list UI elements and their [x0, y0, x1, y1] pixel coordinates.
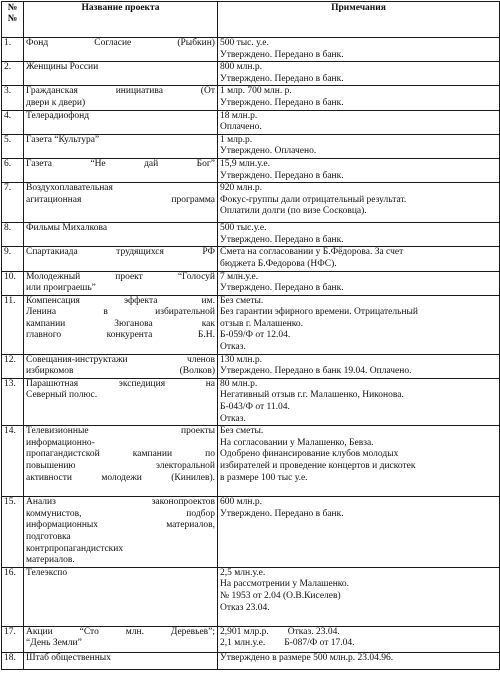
row-number: 3.	[2, 86, 24, 110]
project-name-line: Анализ законопроектов	[26, 497, 215, 508]
project-name-line: агитационная программа	[26, 194, 215, 205]
project-name-line: или проиграешь”	[26, 283, 96, 294]
table-row	[2, 626, 500, 652]
notes-cell	[218, 183, 500, 223]
header-notes: Примечания	[218, 2, 500, 38]
note-line: 18 млн.р.	[220, 110, 258, 121]
table-row	[2, 295, 500, 354]
row-number: 16.	[2, 567, 24, 626]
notes-cell	[218, 354, 500, 378]
table-row	[2, 110, 500, 134]
notes-cell	[218, 134, 500, 158]
table-row	[2, 426, 500, 497]
project-name-line: Женщины России	[26, 62, 99, 73]
note-line: Оплачено.	[220, 122, 262, 133]
note-line: № 1953 от 2.04 (О.В.Киселев)	[220, 590, 341, 601]
table-row	[2, 567, 500, 626]
row-number: 18.	[2, 652, 24, 669]
note-line: Б-059/Ф от 12.04.	[220, 330, 291, 341]
notes-cell	[218, 223, 500, 247]
project-name-line: повышению электоральной	[26, 461, 215, 471]
project-name-line: Гражданская инициатива (От	[26, 86, 215, 97]
project-name-line: Акции “Сто млн. Деревьев”;	[26, 626, 215, 637]
table-row	[2, 354, 500, 378]
note-line: 7 млн.у.е.	[220, 271, 259, 282]
notes-cell	[218, 378, 500, 425]
note-line: Негативный отзыв г.г. Малашенко, Никонова.	[220, 390, 404, 401]
note-line: избирателей и проведение концертов и дискотек	[220, 461, 416, 471]
note-line: 2,5 млн.у.е.	[220, 567, 266, 578]
note-line: Утверждено. Передано в банк.	[220, 283, 344, 294]
row-number: 6.	[2, 158, 24, 182]
note-line: 600 млн.р.	[220, 497, 262, 508]
note-line: Одобрено финансирование клубов молодых	[220, 449, 399, 460]
note-line: 500 тыс.у.е.	[220, 223, 267, 234]
project-name-line: Телеэкспо	[26, 567, 68, 578]
project-name-line: кампании Зюганова как	[26, 318, 215, 329]
note-line: Утверждено в размере 500 млн.р. 23.04.96.	[220, 652, 394, 663]
project-name-line: информационных материалов,	[26, 520, 215, 531]
project-name-cell	[24, 354, 218, 378]
projects-table	[1, 1, 500, 670]
project-name-line: избиркомов (Волков)	[26, 366, 215, 377]
note-line: 80 млн.р.	[220, 378, 258, 389]
row-number: 5.	[2, 134, 24, 158]
notes-cell	[218, 110, 500, 134]
note-line: Отказ.	[220, 413, 246, 424]
row-number: 13.	[2, 378, 24, 425]
note-line: На согласовании у Малашенко, Бевза.	[220, 437, 374, 448]
note-line: Утверждено. Оплачено.	[220, 146, 317, 157]
note-line: Утверждено. Передано в банк 19.04. Оплачено.	[220, 366, 412, 377]
project-name-line: главного конкурента Б.Н.	[26, 330, 215, 341]
note-line: Б-043/Ф от 11.04.	[220, 402, 290, 413]
project-name-line: коммунистов, подбор	[26, 508, 215, 519]
project-name-cell	[24, 86, 218, 110]
notes-cell	[218, 567, 500, 626]
note-line: Отказ 23.04.	[220, 602, 270, 613]
note-line: бюджета Б.Федорова (НФС).	[220, 258, 337, 269]
table-row	[2, 652, 500, 669]
note-line: в размере 100 тыс у.е.	[220, 472, 308, 483]
note-line: 2,901 млр.р. Отказ. 23.04.	[220, 626, 340, 637]
project-name-cell	[24, 426, 218, 497]
row-number: 14.	[2, 426, 24, 497]
table-row	[2, 247, 500, 271]
project-name-cell	[24, 223, 218, 247]
project-name-line: Газета “Не дай Бог”	[26, 158, 215, 169]
row-number: 7.	[2, 183, 24, 223]
project-name-line: двери к двери)	[26, 97, 86, 108]
notes-cell	[218, 247, 500, 271]
project-name-line: Совещания-инструктажи членов	[26, 354, 215, 365]
note-line: На рассмотрении у Малашенко.	[220, 579, 350, 590]
notes-cell	[218, 295, 500, 354]
note-line: Фокус-группы дали отрицательный результат.	[220, 194, 407, 205]
table-row	[2, 38, 500, 62]
row-number: 9.	[2, 247, 24, 271]
project-name-line: Парашютная экспедиция на	[26, 378, 215, 389]
note-line: 500 тыс. у.е.	[220, 38, 269, 48]
project-name-line: подготовка	[26, 532, 71, 542]
note-line: Утверждено. Передано в банк.	[220, 508, 344, 519]
note-line: Отказ.	[220, 342, 246, 353]
note-line: Смета на согласовании у Б.Фёдорова. За счет	[220, 247, 404, 258]
project-name-cell	[24, 497, 218, 568]
project-name-cell	[24, 378, 218, 425]
project-name-line: Ленина в избирательной	[26, 307, 215, 318]
project-name-line: Северный полюс.	[26, 390, 98, 401]
note-line: Утверждено. Передано в банк.	[220, 170, 344, 181]
note-line: Без сметы.	[220, 295, 264, 306]
table-row	[2, 158, 500, 182]
table-body	[2, 38, 500, 670]
header-num: № №	[2, 2, 24, 38]
project-name-line: пропагандистской кампании по	[26, 449, 215, 460]
project-name-cell	[24, 652, 218, 669]
note-line: 15,9 млн.у.е.	[220, 158, 270, 169]
note-line: Утверждено. Передано в банк.	[220, 97, 344, 108]
project-name-cell	[24, 183, 218, 223]
table-row	[2, 271, 500, 295]
project-name-line: Штаб общественных	[26, 652, 111, 663]
row-number: 15.	[2, 497, 24, 568]
project-name-cell	[24, 110, 218, 134]
note-line: 2,1 млн.у.е. Б-087/Ф от 17.04.	[220, 638, 355, 649]
table-row	[2, 62, 500, 86]
table-header-row	[2, 2, 500, 38]
project-name-line: материалов.	[26, 555, 75, 566]
table-row	[2, 86, 500, 110]
project-name-cell	[24, 295, 218, 354]
project-name-line: Спартакиада трудящихся РФ	[26, 247, 215, 258]
notes-cell	[218, 158, 500, 182]
document-page	[1, 1, 500, 670]
project-name-cell	[24, 158, 218, 182]
row-number: 8.	[2, 223, 24, 247]
project-name-line: Компенсация эффекта им.	[26, 295, 215, 306]
note-line: 1 млр. 700 млн. р.	[220, 86, 292, 97]
project-name-line: Газета “Культура”	[26, 134, 100, 145]
project-name-cell	[24, 247, 218, 271]
notes-cell	[218, 38, 500, 62]
notes-cell	[218, 426, 500, 497]
note-line: 800 млн.р.	[220, 62, 262, 73]
project-name-line: информационно-	[26, 437, 95, 448]
note-line: 130 млн.р.	[220, 354, 262, 365]
note-line: Оплатили долги (по визе Сосковца).	[220, 206, 367, 217]
row-number: 12.	[2, 354, 24, 378]
row-number: 17.	[2, 626, 24, 652]
row-number: 10.	[2, 271, 24, 295]
project-name-line: Фонд Согласие (Рыбкин)	[26, 38, 215, 48]
project-name-cell	[24, 626, 218, 652]
table-row	[2, 497, 500, 568]
notes-cell	[218, 652, 500, 669]
notes-cell	[218, 62, 500, 86]
table-row	[2, 378, 500, 425]
table-row	[2, 134, 500, 158]
project-name-line: контрпропагандистских	[26, 543, 124, 554]
notes-cell	[218, 497, 500, 568]
table-row	[2, 183, 500, 223]
project-name-cell	[24, 38, 218, 62]
table-row	[2, 223, 500, 247]
project-name-cell	[24, 134, 218, 158]
notes-cell	[218, 86, 500, 110]
project-name-line: Телерадиофонд	[26, 110, 90, 121]
project-name-line: Телевизионные проекты	[26, 426, 215, 437]
project-name-line: “День Земли”	[26, 638, 82, 649]
note-line: Утверждено. Передано в банк.	[220, 234, 344, 245]
notes-cell	[218, 626, 500, 652]
project-name-line: Молодежный проект “Голосуй	[26, 271, 215, 282]
project-name-cell	[24, 62, 218, 86]
row-number: 4.	[2, 110, 24, 134]
note-line: Утверждено. Передано в банк.	[220, 49, 344, 60]
note-line: 1 млр.р.	[220, 134, 253, 145]
project-name-line: активности молодежи (Кинилев).	[26, 472, 215, 483]
notes-cell	[218, 271, 500, 295]
project-name-line: Фильмы Михалкова	[26, 223, 108, 234]
note-line: Без сметы.	[220, 426, 264, 437]
header-project-name: Название проекта	[24, 2, 218, 38]
project-name-line: Воздухоплавательная	[26, 183, 113, 194]
row-number: 1.	[2, 38, 24, 62]
note-line: Без гарантии эфирного времени. Отрицательный	[220, 307, 419, 318]
project-name-cell	[24, 271, 218, 295]
note-line: Утверждено. Передано в банк.	[220, 73, 344, 84]
project-name-cell	[24, 567, 218, 626]
note-line: 920 млн.р.	[220, 183, 262, 194]
row-number: 11.	[2, 295, 24, 354]
row-number: 2.	[2, 62, 24, 86]
note-line: отзыв г. Малашенко.	[220, 318, 304, 329]
